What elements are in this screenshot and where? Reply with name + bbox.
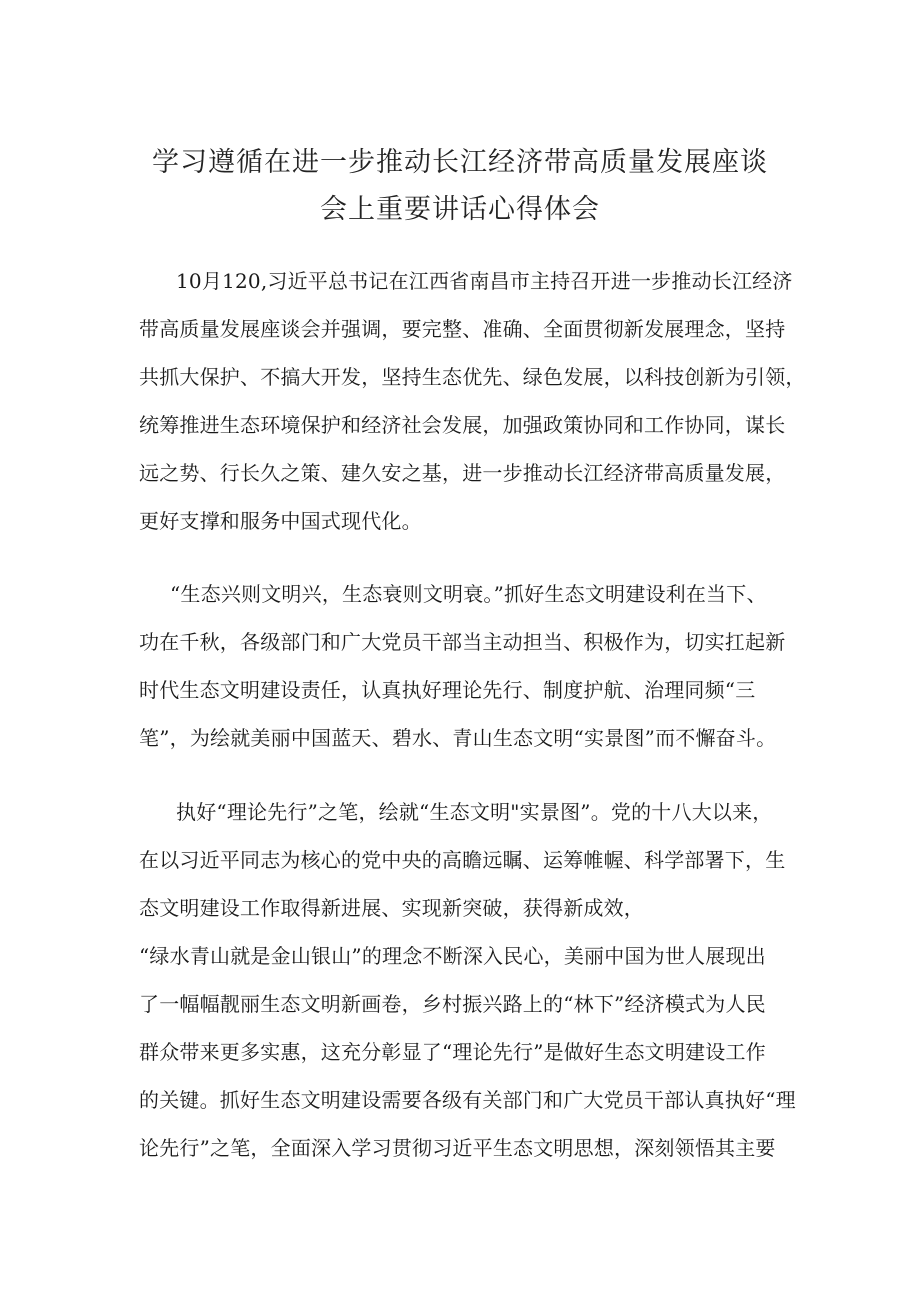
paragraph-2-line-1: “生态兴则文明兴，生态衰则文明衰。”抓好生态文明建设利在当下、 <box>170 582 767 606</box>
paragraph-3-line-4: “绿水青山就是金山银山”的理念不断深入民心，美丽中国为世人展现出 <box>139 944 766 968</box>
paragraph-2-line-4: 笔”，为绘就美丽中国蓝天、碧水、青山生态文明“实景图”而不懈奋斗。 <box>139 726 777 750</box>
paragraph-3-line-1: 执好“理论先行”之笔，绘就“生态文明"实景图”。党的十八大以来， <box>176 800 773 824</box>
paragraph-3-line-5: 了一幅幅靓丽生态文明新画卷，乡村振兴路上的“林下”经济模式为人民 <box>139 992 766 1016</box>
paragraph-2-line-2: 功在千秋，各级部门和广大党员干部当主动担当、积极作为，切实扛起新 <box>139 630 786 654</box>
document-title-line-1: 学习遵循在进一步推动长江经济带高质量发展座谈 <box>152 147 768 178</box>
paragraph-1-line-3: 共抓大保护、不搞大开发，坚持生态优先、绿色发展，以科技创新为引领， <box>139 365 806 389</box>
paragraph-2-line-3: 时代生态文明建设责任，认真执好理论先行、制度护航、治理同频“三 <box>139 678 756 702</box>
paragraph-1-line-1: 10月120,习近平总书记在江西省南昌市主持召开进一步推动长江经济 <box>176 269 793 293</box>
paragraph-3-line-8: 论先行”之笔，全面深入学习贯彻习近平生态文明思想，深刻领悟其主要 <box>139 1136 776 1160</box>
paragraph-1-line-2: 带高质量发展座谈会并强调，要完整、准确、全面贯彻新发展理念，坚持 <box>139 317 786 341</box>
paragraph-3-line-3: 态文明建设工作取得新进展、实现新突破，获得新成效， <box>139 896 644 920</box>
paragraph-3-line-6: 群众带来更多实惠，这充分彰显了“理论先行”是做好生态文明建设工作 <box>139 1040 766 1064</box>
document-title-line-2: 会上重要讲话心得体会 <box>320 194 600 225</box>
paragraph-1-line-6: 更好支撑和服务中国式现代化。 <box>139 509 422 533</box>
paragraph-1-line-5: 远之势、行长久之策、建久安之基，进一步推动长江经济带高质量发展， <box>139 461 786 485</box>
paragraph-3-line-2: 在以习近平同志为核心的党中央的高瞻远瞩、运筹帷幄、科学部署下，生 <box>139 848 786 872</box>
paragraph-1-line-4: 统筹推进生态环境保护和经济社会发展，加强政策协同和工作协同，谋长 <box>139 413 786 437</box>
paragraph-3-line-7: 的关键。抓好生态文明建设需要各级有关部门和广大党员干部认真执好“理 <box>139 1088 796 1112</box>
